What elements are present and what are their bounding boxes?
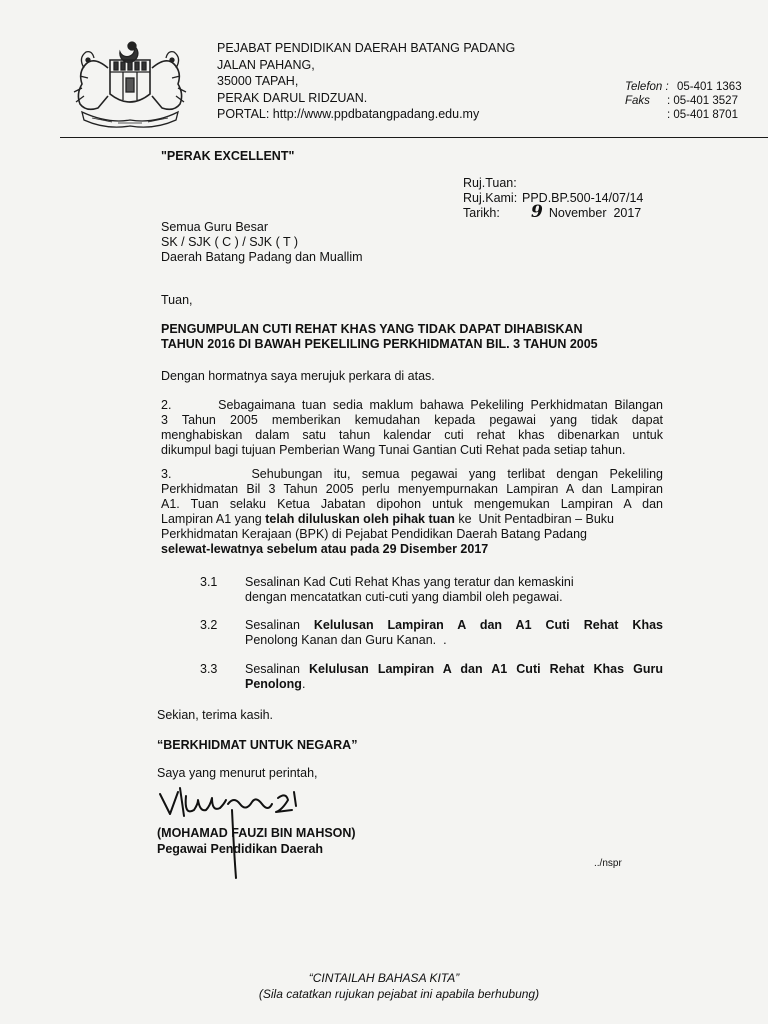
phone-number: 05-401 1363 xyxy=(677,81,742,93)
para2-line-3: menghabiskan dalam satu tahun kalendar cuti rehat khas dibenarkan untuk xyxy=(161,428,663,442)
recipient-line-3: Daerah Batang Padang dan Muallim xyxy=(161,250,363,264)
tarikh-label: Tarikh: xyxy=(463,206,500,220)
item-3-2-line-1a: Sesalinan xyxy=(245,618,314,632)
subject-line-1: PENGUMPULAN CUTI REHAT KHAS YANG TIDAK DAPAT DIHABISKAN xyxy=(161,322,583,336)
item-3-1-number: 3.1 xyxy=(200,575,218,589)
item-3-3-line-2 xyxy=(245,677,663,692)
item-3-2-line-2: Penolong Kanan dan Guru Kanan. . xyxy=(245,633,447,647)
perak-motto: "PERAK EXCELLENT" xyxy=(161,149,295,163)
para3-line-6: selewat-lewatnya sebelum atau pada 29 Disember 2017 xyxy=(161,542,489,556)
office-street: JALAN PAHANG, xyxy=(217,57,315,72)
item-3-2-line-1b: Kelulusan Lampiran A dan A1 Cuti Rehat Khas xyxy=(313,618,663,632)
recipient-line-1: Semua Guru Besar xyxy=(161,220,268,234)
office-address xyxy=(217,40,515,123)
para2-line-2: 3 Tahun 2005 memberikan kemudahan kepada pegawai yang tidak dapat xyxy=(161,413,663,427)
tarikh-month-year: November 2017 xyxy=(548,206,642,220)
item-3-3-line-2b: . xyxy=(301,677,306,691)
contact-info xyxy=(625,80,742,122)
item-3-2 xyxy=(200,618,663,648)
closing: Sekian, terima kasih. xyxy=(157,708,274,722)
item-3-2-number: 3.2 xyxy=(200,618,218,632)
coat-of-arms-logo xyxy=(68,38,190,130)
para3-line-1: 3. Sehubungan itu, semua pegawai yang terlibat dengan Pekeliling xyxy=(161,467,663,481)
yours-faithfully: Saya yang menurut perintah, xyxy=(157,766,318,780)
item-3-3-number: 3.3 xyxy=(200,662,218,676)
para3-line-3: A1. Tuan selaku Ketua Jabatan dipohon untuk mengemukan Lampiran A dan xyxy=(161,497,663,511)
ruj-kami-value: PPD.BP.500-14/07/14 xyxy=(522,191,644,205)
para2-line-1: 2. Sebagaimana tuan sedia maklum bahawa Pekeliling Perkhidmatan Bilangan xyxy=(161,398,663,412)
item-3-3-line-2a: Penolong xyxy=(245,677,302,691)
office-portal: PORTAL: http://www.ppdbatangpadang.edu.my xyxy=(217,107,480,121)
item-3-3-line-1b: Kelulusan Lampiran A dan A1 Cuti Rehat Khas Guru xyxy=(309,662,664,676)
typist-initials: ../nspr xyxy=(594,858,622,869)
subject-line-2: TAHUN 2016 DI BAWAH PEKELILING PERKHIDMATAN BIL. 3 TAHUN 2005 xyxy=(161,337,598,351)
fax-label: Faks xyxy=(625,95,650,107)
paragraph-3 xyxy=(161,467,663,557)
header-divider xyxy=(60,137,768,138)
ruj-kami-label: Ruj.Kami: xyxy=(463,191,518,205)
tarikh-day: 9 xyxy=(531,202,543,222)
para3-line-4c: ke Unit Pentadbiran – Buku xyxy=(454,512,614,526)
item-3-3 xyxy=(200,662,663,692)
footer-slogan: “CINTAILAH BAHASA KITA” xyxy=(308,971,460,985)
paragraph-2 xyxy=(161,398,663,458)
slogan: “BERKHIDMAT UNTUK NEGARA” xyxy=(157,738,358,752)
item-3-2-line-1 xyxy=(245,618,663,633)
para3-line-4a: Lampiran A1 yang xyxy=(161,512,266,526)
para3-line-5: Perkhidmatan Kerajaan (BPK) di Pejabat Pendidikan Daerah Batang Padang xyxy=(161,527,587,541)
para2-line-4: dikumpul bagi tujuan Pemberian Wang Tunai Gantian Cuti Rehat pada setiap tahun. xyxy=(161,443,626,457)
recipient-line-2: SK / SJK ( C ) / SJK ( T ) xyxy=(161,235,299,249)
ruj-tuan: Ruj.Tuan: xyxy=(463,176,517,190)
item-3-3-line-1 xyxy=(245,662,663,677)
item-3-1-line-1: Sesalinan Kad Cuti Rehat Khas yang teratur dan kemaskini xyxy=(245,575,574,589)
office-name: PEJABAT PENDIDIKAN DAERAH BATANG PADANG xyxy=(217,41,516,55)
item-3-1-line-2: dengan mencatatkan cuti-cuti yang diambil oleh pegawai. xyxy=(245,590,563,604)
recipient-block xyxy=(161,220,363,265)
fax-number-2: : 05-401 8701 xyxy=(667,109,738,121)
reference-block xyxy=(463,176,643,221)
phone-label: Telefon : xyxy=(625,81,669,93)
office-postcode: 35000 TAPAH, xyxy=(217,74,299,88)
office-state: PERAK DARUL RIDZUAN. xyxy=(217,90,368,105)
para3-line-4b: telah diluluskan oleh pihak tuan xyxy=(265,512,455,526)
item-3-1 xyxy=(200,575,663,605)
opening-sentence: Dengan hormatnya saya merujuk perkara di atas. xyxy=(161,369,435,383)
fax-number: : 05-401 3527 xyxy=(667,95,738,107)
signer-title: Pegawai Pendidikan Daerah xyxy=(157,842,324,856)
para3-line-4 xyxy=(161,512,663,527)
para3-line-2: Perkhidmatan Bil 3 Tahun 2005 perlu menyempurnakan Lampiran A dan Lampiran xyxy=(161,482,663,496)
salutation: Tuan, xyxy=(161,293,193,307)
signer-name: (MOHAMAD FAUZI BIN MAHSON) xyxy=(157,826,356,840)
footer-note: (Sila catatkan rujukan pejabat ini apabila berhubung) xyxy=(258,987,540,1001)
item-3-3-line-1a: Sesalinan xyxy=(245,662,309,676)
subject xyxy=(161,322,598,352)
